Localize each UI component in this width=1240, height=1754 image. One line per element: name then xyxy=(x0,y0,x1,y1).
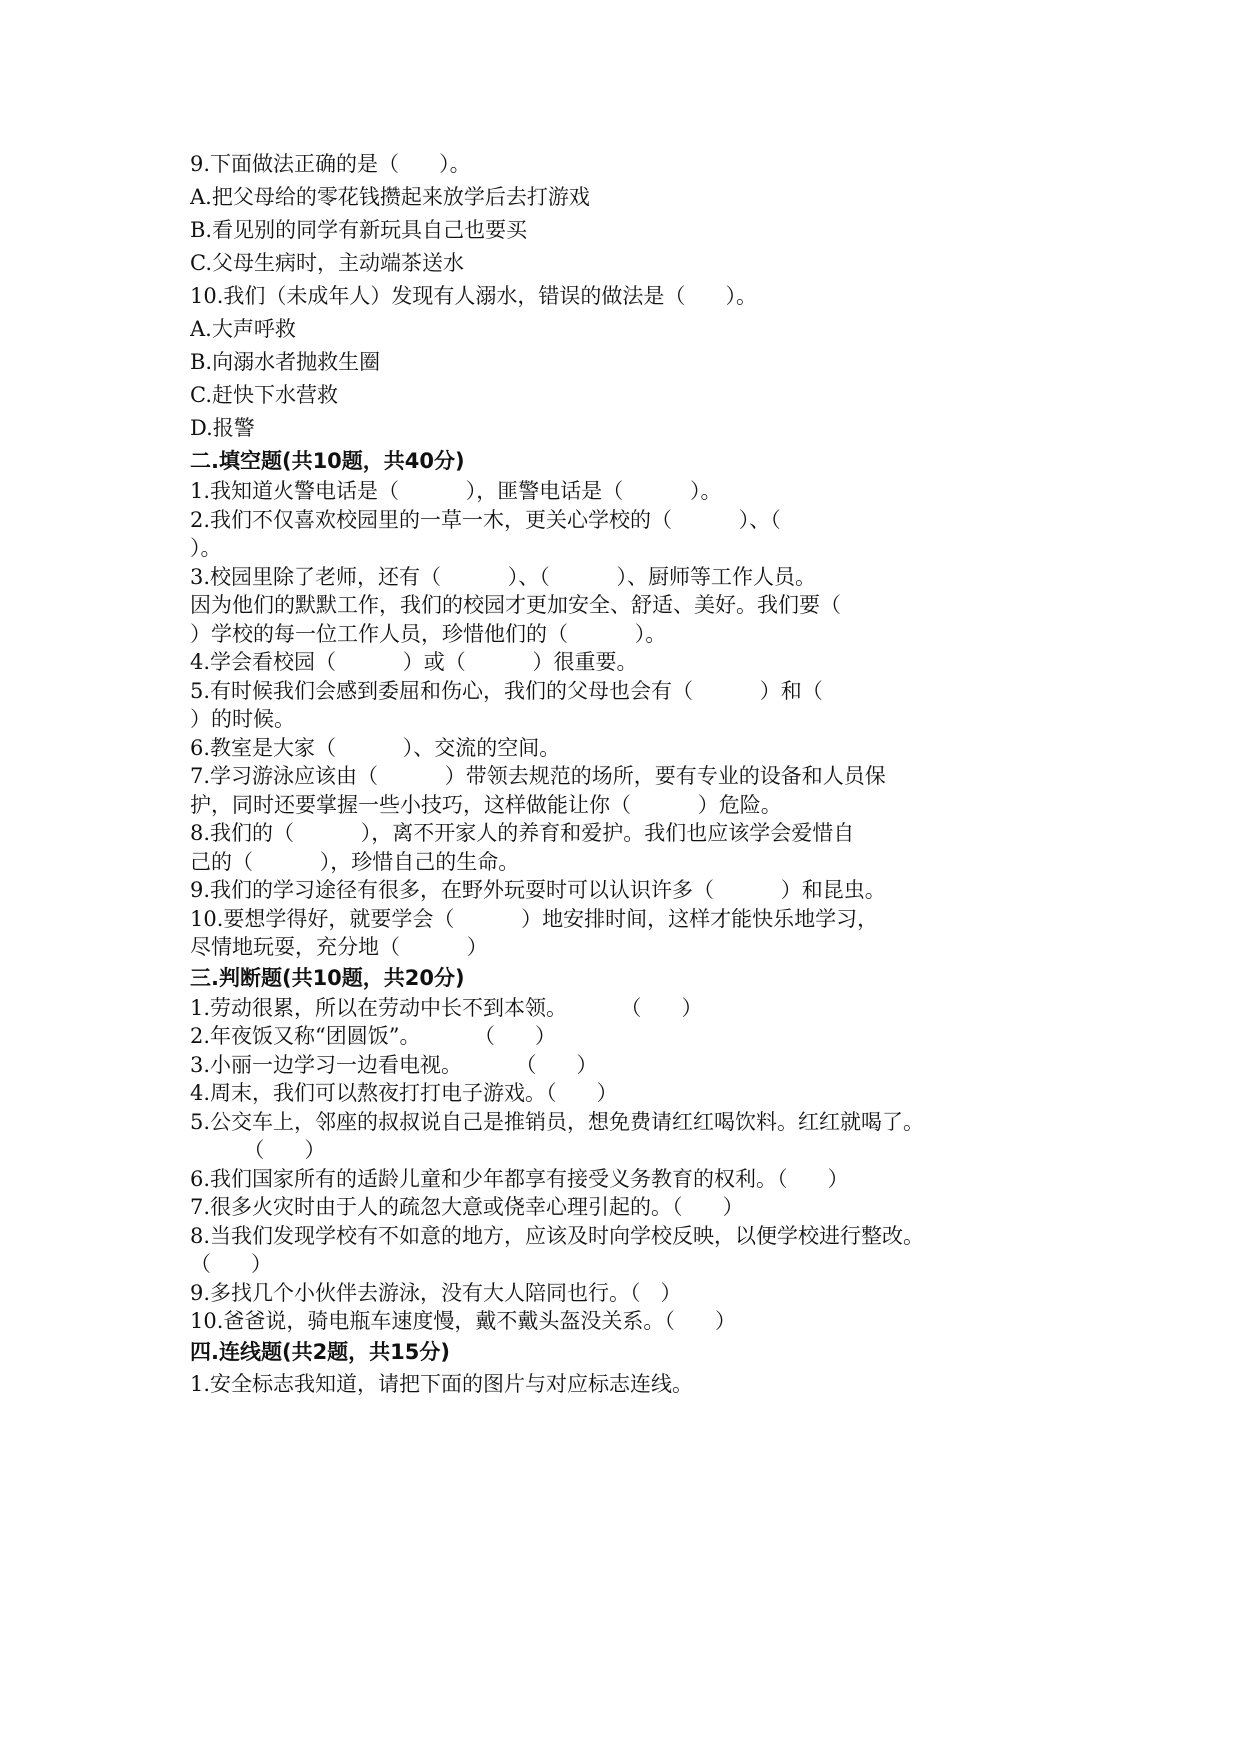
question-9-option-c: C.父母生病时，主动端茶送水 xyxy=(190,251,464,275)
fill-line: 1.我知道火警电话是（ ），匪警电话是（ ）。 xyxy=(190,479,722,503)
judge-line: 10.爸爸说，骑电瓶车速度慢，戴不戴头盔没关系。（ ） xyxy=(190,1309,736,1333)
exam-page xyxy=(190,148,1090,1401)
fill-line: 己的（ ），珍惜自己的生命。 xyxy=(190,849,520,874)
fill-line: 4.学会看校园（ ）或（ ）很重要。 xyxy=(190,650,638,674)
fill-line: 因为他们的默默工作，我们的校园才更加安全、舒适、美好。我们要（ xyxy=(190,593,841,617)
judge-line: （ ） xyxy=(190,1252,273,1276)
question-10-option-d: D.报警 xyxy=(190,416,255,440)
fill-line: 尽情地玩耍，充分地（ ） xyxy=(190,935,488,959)
fill-line: 3.校园里除了老师，还有（ ）、（ ）、厨师等工作人员。 xyxy=(190,564,817,589)
fill-line: 8.我们的（ ），离不开家人的养育和爱护。我们也应该学会爱惜自 xyxy=(190,821,855,845)
question-9-option-b: B.看见别的同学有新玩具自己也要买 xyxy=(190,218,528,242)
question-10-option-b: B.向溺水者抛救生圈 xyxy=(190,350,381,374)
section-fill-heading: 二.填空题(共10题，共40分) xyxy=(190,449,465,473)
judge-line: 2.年夜饭又称“团圆饭”。 （ ） xyxy=(190,1024,556,1048)
fill-line: 6.教室是大家（ ）、交流的空间。 xyxy=(190,735,561,760)
fill-line: 护，同时还要掌握一些小技巧，这样做能让你（ ）危险。 xyxy=(190,792,782,817)
judge-line: 9.多找几个小伙伴去游泳，没有大人陪同也行。（ ） xyxy=(190,1280,682,1305)
question-9: 9.下面做法正确的是（ ）。 xyxy=(190,152,471,176)
fill-line: 2.我们不仅喜欢校园里的一草一木，更关心学校的（ ）、（ xyxy=(190,507,781,532)
fill-line: ）学校的每一位工作人员，珍惜他们的（ ）。 xyxy=(190,621,667,646)
question-10-option-a: A.大声呼救 xyxy=(190,317,296,341)
judge-line: 1.劳动很累，所以在劳动中长不到本领。 （ ） xyxy=(190,995,703,1020)
judge-line: （ ） xyxy=(190,1138,326,1162)
judge-line: 6.我们国家所有的适龄儿童和少年都享有接受义务教育的权利。（ ） xyxy=(190,1166,849,1191)
question-9-option-a: A.把父母给的零花钱攒起来放学后去打游戏 xyxy=(190,185,590,209)
question-10: 10.我们（未成年人）发现有人溺水，错误的做法是（ ）。 xyxy=(190,284,757,308)
section-judge-heading: 三.判断题(共10题，共20分) xyxy=(190,965,465,990)
judge-line: 5.公交车上，邻座的叔叔说自己是推销员，想免费请红红喝饮料。红红就喝了。 xyxy=(190,1109,925,1134)
fill-line: 9.我们的学习途径有很多，在野外玩耍时可以认识许多（ ）和昆虫。 xyxy=(190,878,886,902)
judge-line: 3.小丽一边学习一边看电视。 （ ） xyxy=(190,1052,598,1077)
fill-questions xyxy=(190,477,1090,962)
section-match-heading: 四.连线题(共2题，共15分) xyxy=(190,1339,451,1364)
match-question-1: 1.安全标志我知道，请把下面的图片与对应标志连线。 xyxy=(190,1371,694,1396)
fill-line: ）的时候。 xyxy=(190,707,295,731)
fill-line: 7.学习游泳应该由（ ）带领去规范的场所，要有专业的设备和人员保 xyxy=(190,764,886,788)
fill-line: ）。 xyxy=(190,536,222,560)
fill-line: 10.要想学得好，就要学会（ ）地安排时间，这样才能快乐地学习， xyxy=(190,906,879,931)
fill-line: 5.有时候我们会感到委屈和伤心，我们的父母也会有（ ）和（ xyxy=(190,678,823,703)
judge-line: 8.当我们发现学校有不如意的地方，应该及时向学校反映，以便学校进行整改。 xyxy=(190,1223,925,1248)
judge-line: 4.周末，我们可以熬夜打打电子游戏。（ ） xyxy=(190,1081,618,1105)
question-10-option-c: C.赶快下水营救 xyxy=(190,383,338,407)
judge-questions xyxy=(190,994,1090,1336)
judge-line: 7.很多火灾时由于人的疏忽大意或侥幸心理引起的。（ ） xyxy=(190,1195,744,1219)
